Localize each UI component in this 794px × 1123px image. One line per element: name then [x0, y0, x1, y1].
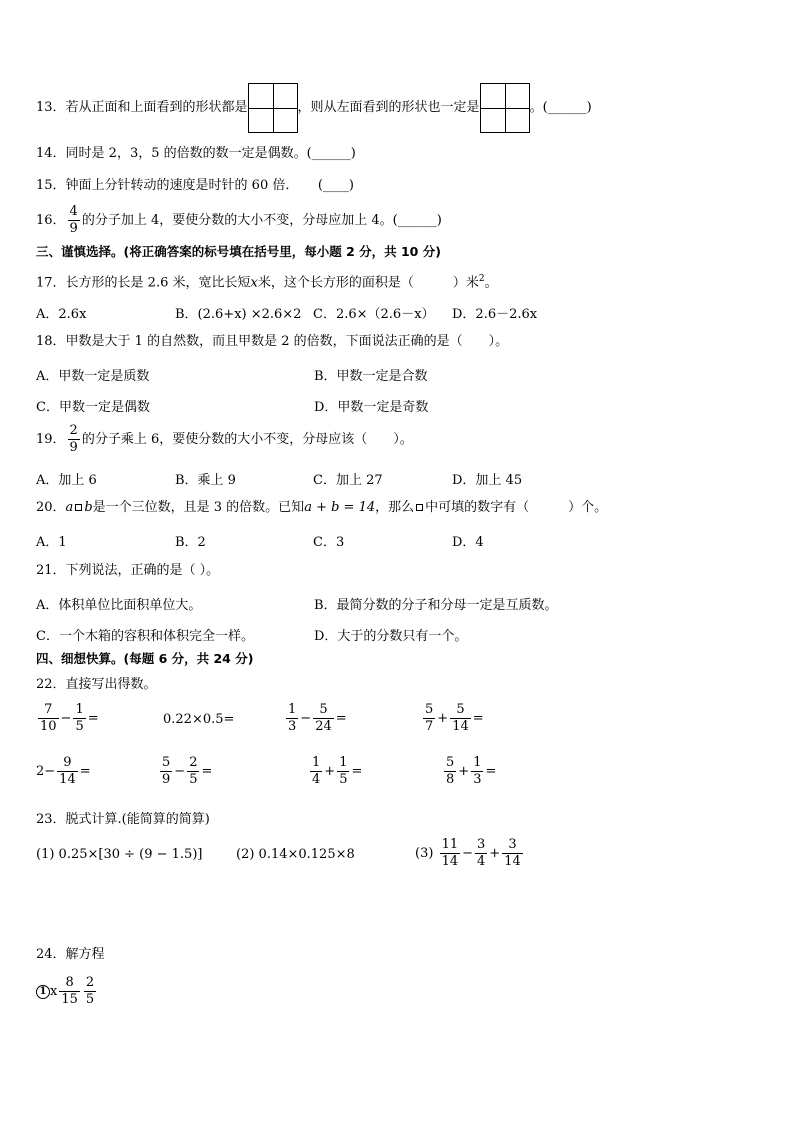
fraction: [38, 703, 59, 734]
circled-number-icon: 1: [36, 985, 50, 999]
fraction: [313, 703, 334, 734]
operator: −: [300, 711, 312, 726]
frac-num: 1: [339, 755, 348, 770]
q17-option-b: B．(2.6+x) ×2.6×2: [175, 307, 302, 322]
fraction: [502, 838, 523, 869]
fraction: [57, 756, 78, 787]
operator: +: [437, 711, 449, 726]
q16-number: 16．: [36, 213, 66, 228]
whole-minus: 2−: [36, 764, 56, 779]
frac-num: 2: [189, 755, 198, 770]
equals: =: [87, 711, 99, 726]
fraction: [286, 703, 298, 734]
equals: =: [485, 764, 497, 779]
square-box-icon: [75, 504, 82, 511]
fraction: [310, 756, 322, 787]
fraction: [423, 703, 435, 734]
q19-fraction: [68, 424, 80, 455]
q21-option-c: C．一个木箱的容积和体积完全一样。: [36, 629, 254, 644]
section-4-heading: 四、细想快算。(每题 6 分，共 24 分): [36, 651, 254, 666]
frac-den: 14: [452, 719, 469, 734]
grid-figure-left: [480, 83, 530, 133]
q19-option-d: D．加上 45: [452, 473, 523, 488]
calc-r2-2: [158, 754, 212, 790]
question-16: [36, 204, 442, 238]
frac-den: 5: [75, 719, 84, 734]
operator: +: [458, 764, 470, 779]
frac-num: 7: [44, 702, 53, 717]
variable-x: x: [50, 984, 58, 999]
calc-23-3: [415, 836, 525, 872]
equals: =: [79, 764, 91, 779]
q20-option-d: D．4: [452, 535, 484, 550]
fraction: [444, 756, 456, 787]
frac-den: 7: [425, 719, 434, 734]
q19-number: 19．: [36, 432, 66, 447]
q20-option-c: C．3: [313, 535, 345, 550]
frac-den: 10: [40, 719, 57, 734]
question-18: 18．甲数是大于 1 的自然数，而且甲数是 2 的倍数，下面说法正确的是（ ）。: [36, 334, 509, 349]
equals: =: [472, 711, 484, 726]
fraction: [337, 756, 349, 787]
q16-fraction: [68, 205, 80, 236]
q17-sup: 2: [478, 274, 485, 284]
frac-num: 5: [162, 755, 171, 770]
q20-text-d: 中可填的数字有（ ）个。: [425, 500, 608, 515]
q17-end: 。: [484, 275, 498, 291]
question-15: 15．钟面上分针转动的速度是时针的 60 倍． (____): [36, 178, 354, 193]
frac-den: 15: [61, 992, 78, 1007]
fraction: [160, 756, 172, 787]
q20-option-a: A．1: [36, 535, 67, 550]
question-23: 23．脱式计算.(能简算的简算): [36, 812, 210, 827]
calc-r2-1: [36, 754, 91, 790]
frac-num: 3: [508, 837, 517, 852]
calc-r2-4: [442, 754, 496, 790]
question-21: 21．下列说法，正确的是（ ）。: [36, 563, 220, 578]
fraction: [84, 976, 96, 1007]
question-22: 22．直接写出得数。: [36, 677, 157, 692]
frac-num: 11: [441, 837, 459, 852]
q13-text-b: ，则从左面看到的形状也一定是: [297, 100, 480, 115]
frac-num: 5: [425, 702, 434, 717]
operator: −: [462, 846, 474, 861]
q17-text-b: 米，这个长方形的面积是（ ）米: [257, 275, 479, 291]
q21-option-d: D．大于的分数只有一个。: [314, 629, 468, 644]
q19-option-a: A．加上 6: [36, 473, 97, 488]
equation-24-1: [36, 974, 98, 1010]
q20-text-b: 是一个三位数，且是 3 的倍数。已知: [92, 500, 305, 515]
calc-23-1: (1) 0.25×[30 ÷ (9 − 1.5)]: [36, 847, 203, 862]
calc-r1-3: [284, 701, 347, 737]
grid-figure-front: [248, 83, 298, 133]
operator: +: [489, 846, 501, 861]
frac-num: 3: [477, 837, 486, 852]
q17-option-c: C．2.6×（2.6－x）: [313, 307, 435, 322]
item-label: (3): [415, 846, 434, 861]
q13-text-a: 13．若从正面和上面看到的形状都是: [36, 100, 248, 115]
frac-den: 14: [441, 854, 459, 869]
frac-den: 14: [59, 772, 76, 787]
frac-den: 9: [162, 772, 171, 787]
frac-den: 5: [189, 772, 198, 787]
frac-den: 4: [312, 772, 321, 787]
operator: −: [60, 711, 72, 726]
q18-option-d: D．甲数一定是奇数: [314, 400, 429, 415]
question-20: [36, 500, 607, 516]
fraction: [187, 756, 199, 787]
frac-num: 5: [319, 702, 328, 717]
q16-text: 的分子加上 4，要使分数的大小不变，分母应加上 4。(______): [81, 213, 442, 228]
fraction: [73, 703, 85, 734]
q17-var: x: [250, 275, 258, 291]
fraction: [440, 838, 461, 869]
calc-r1-2: 0.22×0.5=: [163, 712, 235, 727]
q18-option-c: C．甲数一定是偶数: [36, 400, 150, 415]
q20-var-b: b: [84, 500, 93, 515]
frac-num: 2: [85, 975, 95, 990]
equals: =: [351, 764, 363, 779]
frac-den: 5: [85, 992, 95, 1007]
q21-option-b: B．最简分数的分子和分母一定是互质数。: [314, 598, 558, 613]
equals: =: [335, 711, 347, 726]
q20-text-c: ，那么: [375, 500, 415, 515]
frac-den: 3: [288, 719, 297, 734]
fraction: [471, 756, 483, 787]
frac-num: 2: [69, 423, 78, 438]
question-14: 14．同时是 2，3，5 的倍数的数一定是偶数。(______): [36, 146, 356, 161]
q18-option-b: B．甲数一定是合数: [314, 369, 428, 384]
q21-option-a: A．体积单位比面积单位大。: [36, 598, 202, 613]
q20-var-a: a: [65, 500, 74, 515]
question-13: [36, 82, 592, 134]
frac-num: 1: [75, 702, 84, 717]
operator: +: [324, 764, 336, 779]
q18-option-a: A．甲数一定是质数: [36, 369, 150, 384]
frac-den: 4: [477, 854, 486, 869]
q19-text: 的分子乘上 6，要使分数的大小不变，分母应该（ ）。: [81, 432, 413, 447]
question-17: [36, 271, 498, 291]
square-box-icon: [416, 504, 423, 511]
q20-option-b: B．2: [175, 535, 206, 550]
calc-r2-3: [308, 754, 362, 790]
frac-den: 9: [69, 221, 78, 236]
calc-23-2: (2) 0.14×0.125×8: [236, 847, 355, 862]
q17-option-a: A．2.6x: [36, 307, 87, 322]
question-24: 24．解方程: [36, 947, 105, 962]
frac-num: 8: [65, 975, 74, 990]
q20-number: 20．: [36, 500, 66, 515]
equals: =: [201, 764, 213, 779]
fraction: [59, 976, 80, 1007]
q17-option-d: D．2.6－2.6x: [452, 307, 538, 322]
fraction: [450, 703, 471, 734]
frac-den: 5: [339, 772, 348, 787]
frac-den: 14: [504, 854, 521, 869]
frac-num: 1: [312, 755, 321, 770]
q17-text-a: 17．长方形的长是 2.6 米，宽比长短: [36, 275, 251, 291]
frac-num: 4: [69, 204, 78, 219]
q19-option-c: C．加上 27: [313, 473, 383, 488]
frac-den: 9: [69, 440, 78, 455]
frac-den: 8: [446, 772, 455, 787]
fraction: [475, 838, 487, 869]
section-3-heading: 三、谨慎选择。(将正确答案的标号填在括号里，每小题 2 分，共 10 分): [36, 244, 441, 259]
frac-den: 3: [473, 772, 482, 787]
calc-r1-1: [36, 701, 99, 737]
q13-text-c: 。(______): [529, 100, 592, 115]
calc-r1-4: [421, 701, 484, 737]
question-19: [36, 423, 413, 457]
frac-num: 9: [63, 755, 72, 770]
frac-num: 1: [288, 702, 297, 717]
frac-num: 5: [446, 755, 455, 770]
operator: −: [174, 764, 186, 779]
frac-den: 24: [315, 719, 332, 734]
frac-num: 1: [473, 755, 482, 770]
q19-option-b: B．乘上 9: [175, 473, 236, 488]
frac-num: 5: [456, 702, 465, 717]
q20-equation: a + b = 14: [304, 500, 376, 515]
